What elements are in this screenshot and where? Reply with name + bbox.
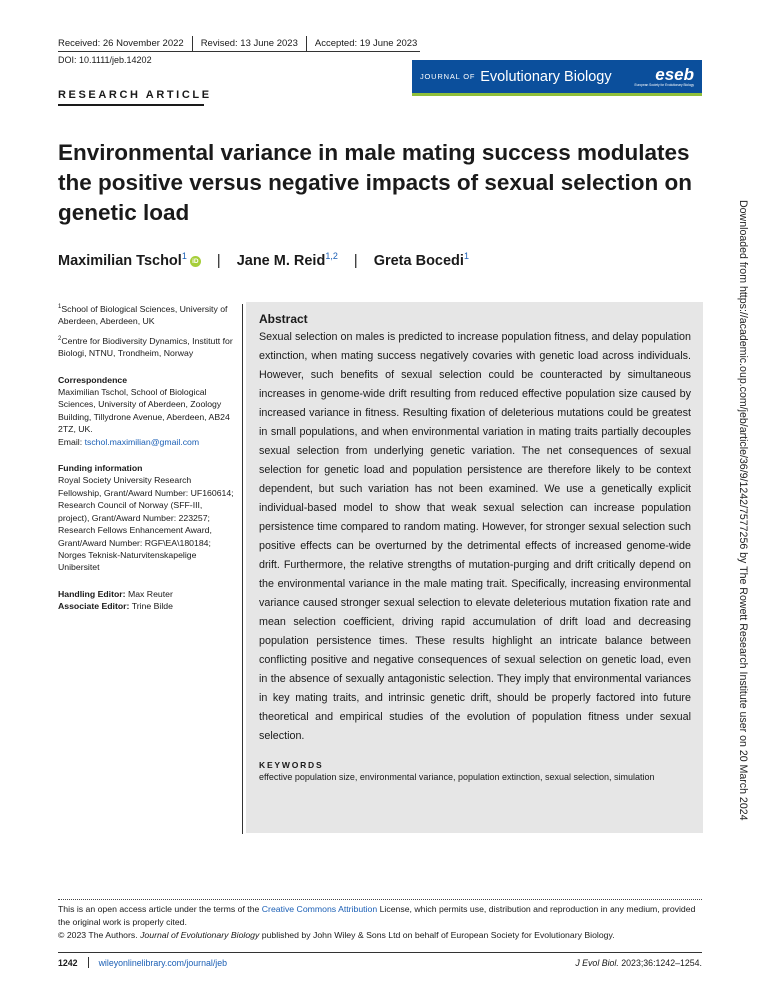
page-number: 1242 bbox=[58, 957, 78, 968]
received-date: Received: 26 November 2022 bbox=[58, 38, 184, 49]
left-column bbox=[58, 303, 236, 613]
footer-rule bbox=[58, 952, 702, 953]
affiliation-ref[interactable]: 1 bbox=[181, 251, 187, 261]
email-label: Email: bbox=[58, 436, 85, 447]
license-text: This is an open access article under the terms of the Creative Commons Attribution License, which permits use, distribution and reproduction in any medium, provided the original work is properly cited. bbox=[58, 904, 696, 927]
correspondence-text: Maximilian Tschol, School of Biological Sciences, University of Aberdeen, Zoology Building, Tillydrone Avenue, Aberdeen, AB24 2TZ, UK. bbox=[58, 387, 230, 435]
column-divider bbox=[242, 304, 243, 834]
article-title: Environmental variance in male mating success modulates the positive versus negative impacts of sexual selection on genetic load bbox=[58, 140, 692, 225]
license-block bbox=[58, 903, 708, 942]
funding-block bbox=[58, 462, 236, 574]
correspondence-block bbox=[58, 374, 236, 448]
doi[interactable]: DOI: 10.1111/jeb.14202 bbox=[58, 55, 152, 65]
abstract-box bbox=[246, 302, 703, 833]
date-divider bbox=[192, 36, 193, 51]
keywords-heading: KEYWORDS bbox=[259, 760, 324, 770]
editors-block bbox=[58, 588, 236, 613]
orcid-icon[interactable]: iD bbox=[190, 256, 201, 267]
associate-editor-name: Trine Bilde bbox=[129, 601, 173, 612]
handling-editor-name: Max Reuter bbox=[125, 588, 173, 599]
journal-prefix: JOURNAL OF bbox=[420, 72, 476, 81]
page-footer bbox=[58, 957, 702, 968]
license-divider bbox=[58, 899, 702, 900]
author-name[interactable]: Greta Bocedi bbox=[373, 253, 464, 269]
affiliation-ref[interactable]: 1 bbox=[463, 251, 469, 261]
author-name[interactable]: Jane M. Reid bbox=[236, 253, 326, 269]
correspondence-heading: Correspondence bbox=[58, 374, 128, 385]
author-name[interactable]: Maximilian Tschol bbox=[58, 253, 182, 269]
affiliation-1: $^1$School of Biological Sciences, University of Aberdeen, Aberdeen, UK bbox=[58, 304, 228, 327]
dates-rule bbox=[58, 51, 420, 52]
associate-editor-label: Associate Editor: bbox=[58, 601, 130, 612]
eseb-logo-icon: eseb European Society for Evolutionary Biology bbox=[634, 64, 694, 87]
funding-text: Royal Society University Research Fellowship, Grant/Award Number: UF160614; Research Council of Norway (SFF-III, project), Grant/Award Number: 223257; Research Fellows Enhancement Award, Grant/Award Number: RGF\EA\180184; Norges Teknisk-Naturvitenskapelige Unibersitet bbox=[58, 475, 234, 573]
copyright-text: © 2023 The Authors. Journal of Evolutionary Biology published by John Wiley & Sons Ltd on behalf of European Society for Evolutionary Biology. bbox=[58, 930, 615, 940]
abstract-heading: Abstract bbox=[259, 312, 308, 326]
journal-banner[interactable] bbox=[412, 60, 702, 96]
date-divider bbox=[306, 36, 307, 51]
handling-editor-label: Handling Editor: bbox=[58, 588, 126, 599]
affiliation-2: $^2$Centre for Biodiversity Dynamics, Institutt for Biologi, NTNU, Trondheim, Norway bbox=[58, 335, 233, 359]
author-separator: | bbox=[216, 253, 221, 269]
email-link[interactable]: tschol.maximilian@gmail.com bbox=[84, 436, 200, 447]
article-type: RESEARCH ARTICLE bbox=[58, 89, 212, 101]
keywords-text: effective population size, environmental variance, population extinction, sexual selection, simulation bbox=[259, 772, 655, 782]
funding-heading: Funding information bbox=[58, 463, 143, 474]
footer-divider bbox=[88, 957, 89, 968]
revised-date: Revised: 13 June 2023 bbox=[200, 38, 298, 49]
accepted-date: Accepted: 19 June 2023 bbox=[314, 38, 418, 49]
citation: J Evol Biol. 2023;36:1242–1254. bbox=[575, 957, 702, 968]
abstract-text: Sexual selection on males is predicted to increase population fitness, and delay population extinction, when mating success negatively covaries with genetic load across individuals. However, such benefits of sexual selection could be counteracted by simultaneous increases in genome-wide drift resulting from reduced effective population size caused by increased variance in fitness. Resulting fixation of deleterious mutations could be greatest in small populations, and when environmental variation in mating traits partially decouples sexual selection from underlying genetic variation. The net consequences of sexual selection for genetic load and population persistence are therefore likely to be context dependent, but such variation has not been examined. We use a genetically explicit individual-based model to show that weak sexual selection can increase population persistence time compared to random mating. However, for stronger sexual selection such positive effects can be overturned by the detrimental effects of increased genome-wide drift. Furthermore, the relative strengths of mutation-purging and drift critically depend on the environmental variance in the male mating trait. Specifically, increasing environmental variance caused stronger sexual selection to elevate deleterious mutation fixation rate and mean selection coefficient, driving rapid accumulation of drift load and decreasing population persistence times. These results highlight an intricate balance between conflicting positive and negative consequences of sexual selection on genetic load, even in the absence of sexually antagonistic selection. They imply that environmental variances in key mating traits, and intrinsic genetic drift, should be properly factored into future theoretical and empirical studies of the evolution of population fitness under sexual selection. bbox=[259, 331, 691, 742]
article-type-rule bbox=[58, 104, 204, 106]
journal-name: Evolutionary Biology bbox=[480, 68, 612, 85]
author-separator: | bbox=[353, 253, 358, 269]
affiliation-ref[interactable]: 1,2 bbox=[325, 251, 338, 261]
download-notice: Downloaded from https://academic.oup.com/jeb/article/36/9/1242/7577256 by The Rowett Research Institute user on 20 March 2024 bbox=[737, 200, 749, 821]
author-list bbox=[58, 253, 469, 269]
cc-license-link[interactable]: Creative Commons Attribution bbox=[261, 904, 378, 914]
dates-line bbox=[58, 36, 417, 51]
journal-url-link[interactable]: wileyonlinelibrary.com/journal/jeb bbox=[98, 957, 228, 968]
